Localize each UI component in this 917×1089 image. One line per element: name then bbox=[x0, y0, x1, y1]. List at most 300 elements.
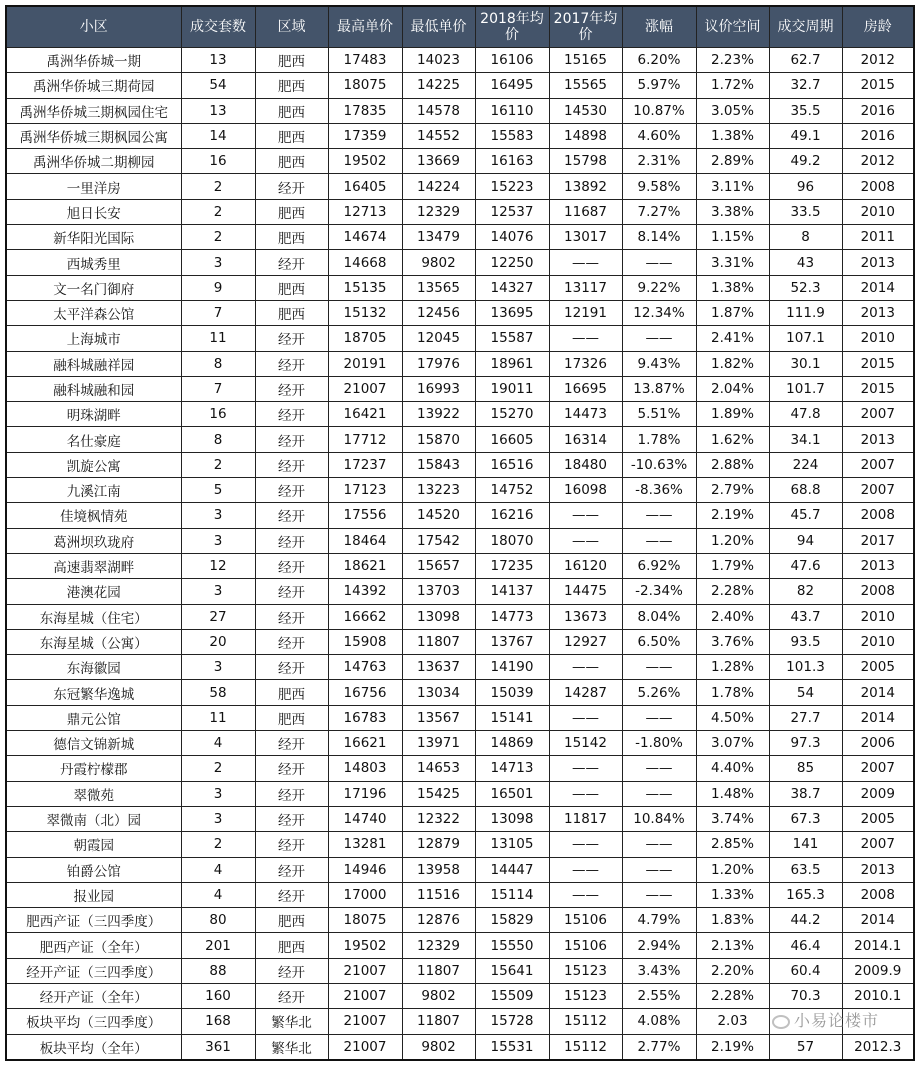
cell-avg-2017: 15123 bbox=[549, 983, 622, 1008]
table-row bbox=[6, 174, 914, 199]
cell-bargain: 3.05% bbox=[696, 98, 769, 123]
cell-name: 葛洲坝玖珑府 bbox=[6, 528, 181, 553]
cell-name: 禹洲华侨城三期枫园公寓 bbox=[6, 123, 181, 148]
cell-district: 经开 bbox=[255, 756, 328, 781]
cell-change: —— bbox=[622, 655, 696, 680]
cell-bargain: 1.20% bbox=[696, 857, 769, 882]
cell-min-price: 16993 bbox=[402, 376, 475, 401]
cell-district: 肥西 bbox=[255, 225, 328, 250]
cell-change: 9.43% bbox=[622, 351, 696, 376]
cell-name: 一里洋房 bbox=[6, 174, 181, 199]
cell-min-price: 14225 bbox=[402, 73, 475, 98]
cell-count: 3 bbox=[181, 655, 255, 680]
cell-bargain: 2.19% bbox=[696, 1034, 769, 1060]
cell-bargain: 1.38% bbox=[696, 123, 769, 148]
column-header-district: 区域 bbox=[255, 6, 328, 48]
cell-district: 肥西 bbox=[255, 300, 328, 325]
cell-name: 肥西产证（三四季度） bbox=[6, 908, 181, 933]
cell-avg-2017: —— bbox=[549, 781, 622, 806]
cell-cycle: 34.1 bbox=[769, 427, 842, 452]
cell-age: 2013 bbox=[842, 250, 914, 275]
column-header-age: 房龄 bbox=[842, 6, 914, 48]
cell-bargain: 2.13% bbox=[696, 933, 769, 958]
cell-avg-2018: 16216 bbox=[475, 503, 549, 528]
cell-avg-2018: 14869 bbox=[475, 731, 549, 756]
table-row bbox=[6, 680, 914, 705]
cell-name: 东海星城（住宅） bbox=[6, 604, 181, 629]
cell-bargain: 1.79% bbox=[696, 553, 769, 578]
cell-cycle bbox=[769, 1009, 842, 1034]
cell-max-price: 17123 bbox=[328, 478, 402, 503]
table-row bbox=[6, 149, 914, 174]
cell-change: 4.60% bbox=[622, 123, 696, 148]
cell-change: -10.63% bbox=[622, 452, 696, 477]
cell-avg-2017: 15123 bbox=[549, 958, 622, 983]
column-header-name: 小区 bbox=[6, 6, 181, 48]
cell-avg-2017: 11817 bbox=[549, 806, 622, 831]
table-row bbox=[6, 731, 914, 756]
cell-age: 2007 bbox=[842, 452, 914, 477]
cell-bargain: 1.15% bbox=[696, 225, 769, 250]
cell-bargain: 2.19% bbox=[696, 503, 769, 528]
table-row bbox=[6, 478, 914, 503]
cell-avg-2018: 16495 bbox=[475, 73, 549, 98]
cell-change: -2.34% bbox=[622, 579, 696, 604]
table-row bbox=[6, 655, 914, 680]
cell-avg-2018: 14773 bbox=[475, 604, 549, 629]
cell-age: 2007 bbox=[842, 832, 914, 857]
cell-cycle: 141 bbox=[769, 832, 842, 857]
cell-max-price: 21007 bbox=[328, 958, 402, 983]
cell-max-price: 17359 bbox=[328, 123, 402, 148]
cell-count: 8 bbox=[181, 351, 255, 376]
cell-max-price: 13281 bbox=[328, 832, 402, 857]
cell-bargain: 3.11% bbox=[696, 174, 769, 199]
cell-avg-2018: 15039 bbox=[475, 680, 549, 705]
cell-district: 经开 bbox=[255, 958, 328, 983]
cell-max-price: 17237 bbox=[328, 452, 402, 477]
cell-age: 2010 bbox=[842, 629, 914, 654]
cell-change: 2.31% bbox=[622, 149, 696, 174]
cell-bargain: 4.40% bbox=[696, 756, 769, 781]
cell-max-price: 14946 bbox=[328, 857, 402, 882]
table-row bbox=[6, 351, 914, 376]
cell-district: 经开 bbox=[255, 731, 328, 756]
cell-count: 2 bbox=[181, 199, 255, 224]
cell-change: —— bbox=[622, 705, 696, 730]
cell-avg-2018: 15829 bbox=[475, 908, 549, 933]
housing-table bbox=[5, 5, 915, 1061]
cell-bargain: 2.89% bbox=[696, 149, 769, 174]
cell-max-price: 15132 bbox=[328, 300, 402, 325]
cell-district: 肥西 bbox=[255, 933, 328, 958]
cell-change: —— bbox=[622, 326, 696, 351]
cell-bargain: 3.07% bbox=[696, 731, 769, 756]
cell-bargain: 2.28% bbox=[696, 983, 769, 1008]
cell-min-price: 12329 bbox=[402, 933, 475, 958]
cell-count: 4 bbox=[181, 731, 255, 756]
cell-avg-2018: 12537 bbox=[475, 199, 549, 224]
cell-change: 12.34% bbox=[622, 300, 696, 325]
cell-bargain: 1.48% bbox=[696, 781, 769, 806]
cell-min-price: 14578 bbox=[402, 98, 475, 123]
cell-name: 明珠湖畔 bbox=[6, 402, 181, 427]
cell-count: 13 bbox=[181, 98, 255, 123]
cell-cycle: 107.1 bbox=[769, 326, 842, 351]
table-row bbox=[6, 427, 914, 452]
cell-min-price: 13565 bbox=[402, 275, 475, 300]
cell-bargain: 2.85% bbox=[696, 832, 769, 857]
cell-avg-2017: 13892 bbox=[549, 174, 622, 199]
cell-avg-2017: 13673 bbox=[549, 604, 622, 629]
cell-count: 4 bbox=[181, 882, 255, 907]
cell-district: 经开 bbox=[255, 452, 328, 477]
cell-count: 9 bbox=[181, 275, 255, 300]
cell-change: 1.78% bbox=[622, 427, 696, 452]
cell-name: 铂爵公馆 bbox=[6, 857, 181, 882]
cell-name: 融科城融祥园 bbox=[6, 351, 181, 376]
cell-count: 20 bbox=[181, 629, 255, 654]
table-row bbox=[6, 806, 914, 831]
cell-max-price: 19502 bbox=[328, 149, 402, 174]
cell-change: —— bbox=[622, 250, 696, 275]
cell-max-price: 14674 bbox=[328, 225, 402, 250]
cell-bargain: 1.33% bbox=[696, 882, 769, 907]
cell-age: 2013 bbox=[842, 300, 914, 325]
cell-avg-2017: 17326 bbox=[549, 351, 622, 376]
cell-max-price: 17556 bbox=[328, 503, 402, 528]
cell-max-price: 18621 bbox=[328, 553, 402, 578]
cell-min-price: 13637 bbox=[402, 655, 475, 680]
table-row bbox=[6, 402, 914, 427]
cell-cycle: 101.3 bbox=[769, 655, 842, 680]
cell-bargain: 2.03 bbox=[696, 1009, 769, 1034]
cell-avg-2017: 18480 bbox=[549, 452, 622, 477]
cell-bargain: 1.62% bbox=[696, 427, 769, 452]
cell-district: 经开 bbox=[255, 806, 328, 831]
cell-max-price: 16421 bbox=[328, 402, 402, 427]
cell-name: 西城秀里 bbox=[6, 250, 181, 275]
cell-avg-2017: 16098 bbox=[549, 478, 622, 503]
cell-bargain: 1.87% bbox=[696, 300, 769, 325]
cell-age: 2014 bbox=[842, 680, 914, 705]
cell-bargain: 1.20% bbox=[696, 528, 769, 553]
cell-change: 6.92% bbox=[622, 553, 696, 578]
cell-min-price: 12876 bbox=[402, 908, 475, 933]
cell-avg-2018: 15114 bbox=[475, 882, 549, 907]
cell-avg-2018: 13105 bbox=[475, 832, 549, 857]
cell-district: 肥西 bbox=[255, 908, 328, 933]
cell-district: 经开 bbox=[255, 351, 328, 376]
cell-cycle: 63.5 bbox=[769, 857, 842, 882]
cell-name: 禹洲华侨城二期柳园 bbox=[6, 149, 181, 174]
cell-name: 九溪江南 bbox=[6, 478, 181, 503]
cell-count: 88 bbox=[181, 958, 255, 983]
cell-name: 太平洋森公馆 bbox=[6, 300, 181, 325]
cell-change: 7.27% bbox=[622, 199, 696, 224]
table-row bbox=[6, 958, 914, 983]
cell-avg-2018: 16516 bbox=[475, 452, 549, 477]
cell-min-price: 13703 bbox=[402, 579, 475, 604]
cell-change: 10.84% bbox=[622, 806, 696, 831]
table-row bbox=[6, 983, 914, 1008]
cell-count: 201 bbox=[181, 933, 255, 958]
cell-cycle: 52.3 bbox=[769, 275, 842, 300]
cell-avg-2018: 14190 bbox=[475, 655, 549, 680]
cell-age bbox=[842, 1009, 914, 1034]
cell-age: 2014 bbox=[842, 705, 914, 730]
cell-max-price: 16621 bbox=[328, 731, 402, 756]
cell-cycle: 165.3 bbox=[769, 882, 842, 907]
cell-bargain: 3.38% bbox=[696, 199, 769, 224]
cell-avg-2017: 15106 bbox=[549, 908, 622, 933]
cell-district: 肥西 bbox=[255, 73, 328, 98]
cell-min-price: 12322 bbox=[402, 806, 475, 831]
table-row bbox=[6, 503, 914, 528]
cell-avg-2017: —— bbox=[549, 655, 622, 680]
cell-change: 5.97% bbox=[622, 73, 696, 98]
cell-district: 经开 bbox=[255, 579, 328, 604]
cell-avg-2017: 14287 bbox=[549, 680, 622, 705]
cell-max-price: 16405 bbox=[328, 174, 402, 199]
cell-age: 2015 bbox=[842, 376, 914, 401]
cell-age: 2013 bbox=[842, 427, 914, 452]
cell-avg-2018: 16110 bbox=[475, 98, 549, 123]
cell-district: 肥西 bbox=[255, 680, 328, 705]
cell-avg-2017: —— bbox=[549, 857, 622, 882]
cell-cycle: 45.7 bbox=[769, 503, 842, 528]
cell-age: 2012 bbox=[842, 48, 914, 73]
cell-count: 4 bbox=[181, 857, 255, 882]
cell-avg-2018: 12250 bbox=[475, 250, 549, 275]
cell-name: 凯旋公寓 bbox=[6, 452, 181, 477]
cell-min-price: 9802 bbox=[402, 983, 475, 1008]
cell-avg-2017: 15142 bbox=[549, 731, 622, 756]
column-header-bargain: 议价空间 bbox=[696, 6, 769, 48]
cell-age: 2007 bbox=[842, 402, 914, 427]
cell-district: 肥西 bbox=[255, 149, 328, 174]
cell-name: 新华阳光国际 bbox=[6, 225, 181, 250]
cell-age: 2005 bbox=[842, 655, 914, 680]
cell-name: 东海徽园 bbox=[6, 655, 181, 680]
cell-change: —— bbox=[622, 832, 696, 857]
cell-max-price: 16783 bbox=[328, 705, 402, 730]
table-row bbox=[6, 553, 914, 578]
cell-name: 禹洲华侨城一期 bbox=[6, 48, 181, 73]
cell-avg-2018: 13767 bbox=[475, 629, 549, 654]
cell-age: 2009.9 bbox=[842, 958, 914, 983]
cell-min-price: 14653 bbox=[402, 756, 475, 781]
cell-change: 5.51% bbox=[622, 402, 696, 427]
cell-district: 经开 bbox=[255, 503, 328, 528]
table-row bbox=[6, 857, 914, 882]
cell-district: 肥西 bbox=[255, 199, 328, 224]
cell-count: 80 bbox=[181, 908, 255, 933]
cell-change: 6.50% bbox=[622, 629, 696, 654]
cell-max-price: 12713 bbox=[328, 199, 402, 224]
cell-bargain: 2.28% bbox=[696, 579, 769, 604]
cell-count: 11 bbox=[181, 326, 255, 351]
cell-avg-2018: 18070 bbox=[475, 528, 549, 553]
cell-count: 2 bbox=[181, 756, 255, 781]
cell-district: 经开 bbox=[255, 250, 328, 275]
cell-district: 肥西 bbox=[255, 48, 328, 73]
cell-avg-2018: 19011 bbox=[475, 376, 549, 401]
cell-max-price: 16756 bbox=[328, 680, 402, 705]
cell-bargain: 1.38% bbox=[696, 275, 769, 300]
cell-cycle: 35.5 bbox=[769, 98, 842, 123]
cell-district: 经开 bbox=[255, 402, 328, 427]
cell-cycle: 96 bbox=[769, 174, 842, 199]
cell-name: 文一名门御府 bbox=[6, 275, 181, 300]
cell-min-price: 13479 bbox=[402, 225, 475, 250]
cell-cycle: 97.3 bbox=[769, 731, 842, 756]
cell-max-price: 20191 bbox=[328, 351, 402, 376]
cell-district: 经开 bbox=[255, 553, 328, 578]
table-row bbox=[6, 250, 914, 275]
cell-cycle: 30.1 bbox=[769, 351, 842, 376]
table-row bbox=[6, 629, 914, 654]
cell-avg-2017: 16120 bbox=[549, 553, 622, 578]
cell-change: 2.55% bbox=[622, 983, 696, 1008]
table-row bbox=[6, 300, 914, 325]
cell-cycle: 93.5 bbox=[769, 629, 842, 654]
cell-age: 2013 bbox=[842, 857, 914, 882]
table-row bbox=[6, 705, 914, 730]
cell-avg-2018: 13098 bbox=[475, 806, 549, 831]
cell-age: 2007 bbox=[842, 478, 914, 503]
cell-name: 翠微南（北）园 bbox=[6, 806, 181, 831]
cell-avg-2018: 14137 bbox=[475, 579, 549, 604]
cell-count: 16 bbox=[181, 402, 255, 427]
cell-count: 160 bbox=[181, 983, 255, 1008]
cell-bargain: 2.79% bbox=[696, 478, 769, 503]
table-row bbox=[6, 326, 914, 351]
cell-avg-2017: 14473 bbox=[549, 402, 622, 427]
cell-change: 8.14% bbox=[622, 225, 696, 250]
cell-district: 肥西 bbox=[255, 123, 328, 148]
cell-change: 2.94% bbox=[622, 933, 696, 958]
cell-avg-2017: 16695 bbox=[549, 376, 622, 401]
cell-age: 2005 bbox=[842, 806, 914, 831]
cell-count: 2 bbox=[181, 225, 255, 250]
cell-avg-2017: —— bbox=[549, 250, 622, 275]
cell-avg-2018: 15141 bbox=[475, 705, 549, 730]
cell-change: 3.43% bbox=[622, 958, 696, 983]
cell-age: 2010 bbox=[842, 199, 914, 224]
cell-max-price: 14392 bbox=[328, 579, 402, 604]
cell-change: —— bbox=[622, 503, 696, 528]
cell-count: 3 bbox=[181, 528, 255, 553]
cell-avg-2017: 15798 bbox=[549, 149, 622, 174]
cell-avg-2017: 15165 bbox=[549, 48, 622, 73]
table-row bbox=[6, 225, 914, 250]
cell-avg-2017: 14530 bbox=[549, 98, 622, 123]
cell-age: 2009 bbox=[842, 781, 914, 806]
cell-name: 鼎元公馆 bbox=[6, 705, 181, 730]
cell-count: 13 bbox=[181, 48, 255, 73]
cell-change: —— bbox=[622, 528, 696, 553]
cell-min-price: 17976 bbox=[402, 351, 475, 376]
cell-min-price: 11807 bbox=[402, 629, 475, 654]
cell-min-price: 13669 bbox=[402, 149, 475, 174]
cell-count: 11 bbox=[181, 705, 255, 730]
cell-district: 肥西 bbox=[255, 98, 328, 123]
cell-cycle: 49.1 bbox=[769, 123, 842, 148]
cell-district: 经开 bbox=[255, 781, 328, 806]
cell-max-price: 15135 bbox=[328, 275, 402, 300]
cell-district: 繁华北 bbox=[255, 1009, 328, 1034]
cell-age: 2014 bbox=[842, 275, 914, 300]
cell-avg-2018: 15550 bbox=[475, 933, 549, 958]
cell-district: 经开 bbox=[255, 655, 328, 680]
table-row bbox=[6, 73, 914, 98]
cell-change: —— bbox=[622, 781, 696, 806]
cell-count: 8 bbox=[181, 427, 255, 452]
cell-change: 4.08% bbox=[622, 1009, 696, 1034]
cell-age: 2015 bbox=[842, 73, 914, 98]
table-row bbox=[6, 832, 914, 857]
cell-age: 2013 bbox=[842, 553, 914, 578]
cell-bargain: 2.20% bbox=[696, 958, 769, 983]
cell-count: 2 bbox=[181, 832, 255, 857]
cell-min-price: 14023 bbox=[402, 48, 475, 73]
cell-age: 2014 bbox=[842, 908, 914, 933]
column-header-avg-2017: 2017年均价 bbox=[549, 6, 622, 48]
cell-cycle: 27.7 bbox=[769, 705, 842, 730]
cell-change: -1.80% bbox=[622, 731, 696, 756]
cell-cycle: 70.3 bbox=[769, 983, 842, 1008]
cell-cycle: 46.4 bbox=[769, 933, 842, 958]
cell-name: 东海星城（公寓） bbox=[6, 629, 181, 654]
cell-avg-2018: 15641 bbox=[475, 958, 549, 983]
cell-name: 名仕豪庭 bbox=[6, 427, 181, 452]
cell-avg-2018: 14447 bbox=[475, 857, 549, 882]
cell-min-price: 12879 bbox=[402, 832, 475, 857]
cell-cycle: 111.9 bbox=[769, 300, 842, 325]
cell-change: 9.58% bbox=[622, 174, 696, 199]
cell-avg-2017: 11687 bbox=[549, 199, 622, 224]
cell-count: 168 bbox=[181, 1009, 255, 1034]
cell-name: 高速翡翠湖畔 bbox=[6, 553, 181, 578]
cell-cycle: 101.7 bbox=[769, 376, 842, 401]
cell-age: 2010 bbox=[842, 326, 914, 351]
cell-age: 2017 bbox=[842, 528, 914, 553]
cell-name: 经开产证（三四季度） bbox=[6, 958, 181, 983]
cell-avg-2018: 13695 bbox=[475, 300, 549, 325]
cell-cycle: 62.7 bbox=[769, 48, 842, 73]
cell-max-price: 19502 bbox=[328, 933, 402, 958]
cell-bargain: 2.23% bbox=[696, 48, 769, 73]
cell-avg-2017: 14475 bbox=[549, 579, 622, 604]
cell-avg-2017: —— bbox=[549, 326, 622, 351]
cell-count: 16 bbox=[181, 149, 255, 174]
cell-name: 经开产证（全年） bbox=[6, 983, 181, 1008]
cell-cycle: 224 bbox=[769, 452, 842, 477]
cell-age: 2014.1 bbox=[842, 933, 914, 958]
cell-bargain: 3.76% bbox=[696, 629, 769, 654]
cell-cycle: 54 bbox=[769, 680, 842, 705]
table-row bbox=[6, 579, 914, 604]
cell-age: 2008 bbox=[842, 882, 914, 907]
cell-name: 报业园 bbox=[6, 882, 181, 907]
table-row bbox=[6, 376, 914, 401]
table-row bbox=[6, 199, 914, 224]
cell-avg-2017: 12191 bbox=[549, 300, 622, 325]
cell-avg-2018: 14752 bbox=[475, 478, 549, 503]
cell-bargain: 1.83% bbox=[696, 908, 769, 933]
cell-min-price: 13034 bbox=[402, 680, 475, 705]
